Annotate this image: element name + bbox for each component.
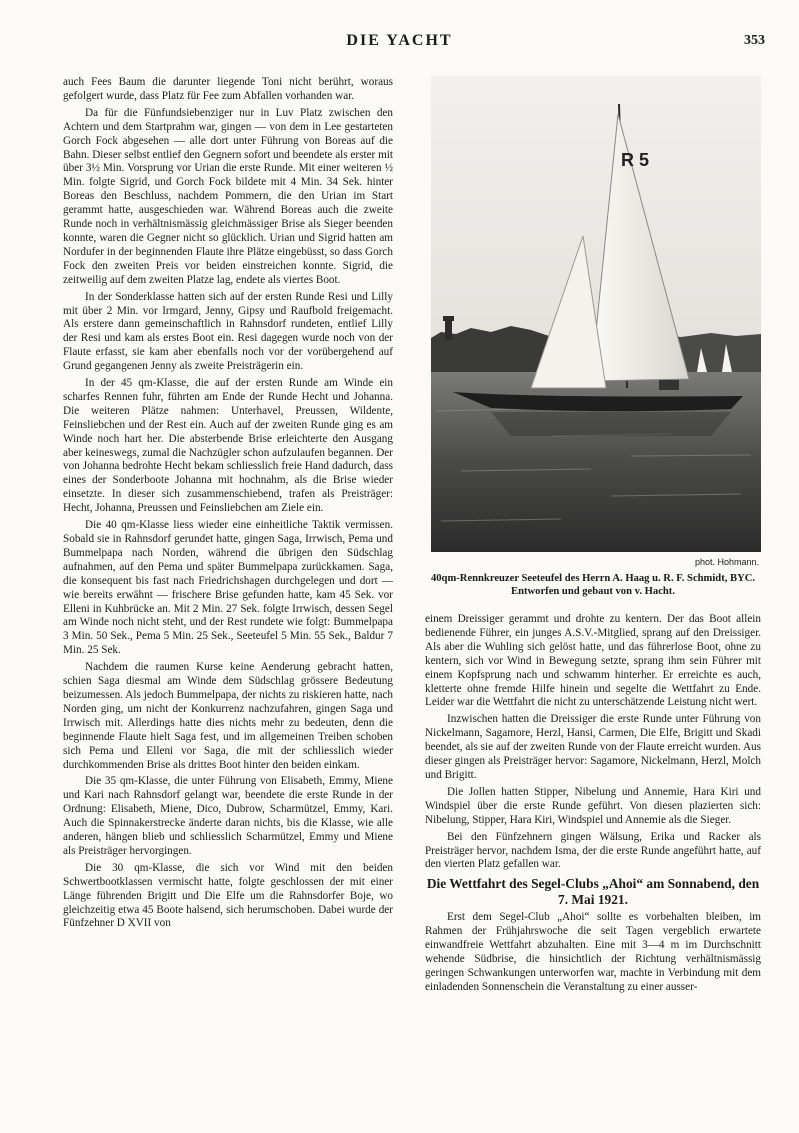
right-text-column (425, 613, 761, 998)
sail-number: R 5 (621, 150, 650, 170)
section-heading: Die Wettfahrt des Segel-Clubs „Ahoi“ am Sonnabend, den 7. Mai 1921. (426, 876, 760, 907)
paragraph: Da für die Fünfundsiebenziger nur in Luv Platz zwischen den Achtern und dem Startprahm war, gingen — von dem in Lee gestarteten Gorch Fock abgesehen — alle dort unter Führung von Boreas auf die Bahn. Dieser selbst entlief den Gegnern sofort und beendete als erster mit über 3½ Min. Vorsprung vor Urian die erste Runde. Mit einer weiteren ½ Min. folgte Sigrid, und Gorch Fock bildete mit 4 Min. 34 Sek. hinter Boreas den Beschluss, nachdem Pommern, die den Urian im Start gerammt hatte, ausgeschieden war. Während Boreas auch die zweite Runde noch in verhältnismässig gleichmässiger Brise als Sieger beenden konnte, waren die Gegner nicht so glücklich. Urian und Sigrid hatten am Nordufer in der beginnenden Flaute ihre Plätze eingebüsst, so dass Gorch Fock den zweiten Preis vor beiden einstreichen konnte. Sigrid, die zeitweilig auf dem zweiten Platze lag, endete als viertes Boot. (63, 106, 393, 286)
paragraph: Inzwischen hatten die Dreissiger die erste Runde unter Führung von Nickelmann, Sagamore, Herzl, Hansi, Carmen, Die Elfe, Brigitt und Skadi beendet, als sie auf der zweiten Runde von der Flaute erreicht wurden. Aus dieser gingen als Preisträger hervor: Sagamore, Nickelmann, Herzl, Molch und Brigitt. (425, 713, 761, 781)
paragraph: auch Fees Baum die darunter liegende Toni nicht berührt, woraus gefolgert wurde, dass Platz für Fee zum Abfallen vorhanden war. (63, 76, 393, 102)
paragraph: Die 40 qm-Klasse liess wieder eine einheitliche Taktik vermissen. Sobald sie in Rahnsdorf gerundet hatte, gingen Saga, Irrwisch, Pema und Bummelpapa nach Norden, während die übrigen den Südschlag aufnahmen, auf den Pema und später Bummelpapa zurückkamen. Saga, die konsequent bis fast nach Friedrichshagen durchgelegen und dort — wie bereits erwähnt — frischere Brise gefunden hatte, kam 45 Sek. vor Elleni in Kuhbrücke an. Mit 2 Min. 27 Sek. folgte Irrwisch, dessen Segel am Winde noch nicht steht, und der Rest rundete wie folgt: Bummelpapa 3 Min. 50 Sek., Pema 5 Min. 25 Sek., Seeteufel 5 Min. 55 Sek., Baldur 7 Min. 25 Sek. (63, 519, 393, 657)
page-number: 353 (744, 33, 765, 48)
caption-line: Entworfen und gebaut von v. Hacht. (511, 586, 675, 597)
paragraph: Die 30 qm-Klasse, die sich vor Wind mit den beiden Schwertbootklassen vermischt hatte, folgte geschlossen der mit einer Länge führenden Brigitt und Die Elfe um die Rahnsdorfer Boje, wo gleichzeitig etwa 45 Boote halsend, sich herumschoben. Dabei wurde der Fünfzehner D XVII von (63, 861, 393, 930)
paragraph: Die Jollen hatten Stipper, Nibelung und Annemie, Hara Kiri und Windspiel über die erste Runde geführt. Von diesen plazierten sich: Nibelung, Stipper, Hara Kiri, Windspiel und Annemie als die Sieger. (425, 785, 761, 826)
paragraph: In der 45 qm-Klasse, die auf der ersten Runde am Winde ein scharfes Rennen fuhr, führten am Ende der Runde Hecht und Johanna. Die weiteren Plätze nahmen: Unterhavel, Preussen, Wildente, Feinsliebchen und der Rest ein. Auch auf der zweiten Runde ging es am Winde noch hart her. Die absterbende Brise erleichterte den Ausgang aber keineswegs, zumal die Nachzügler schon aufzulaufen begannen. Der von Johanna bedrohte Hecht bekam schliesslich freie Hand dadurch, dass eines der Sonderboote Johanna mit hochnahm, als die Brise wieder einsetzte. In dieser sich zusammenschiebend, trafen als Preisträger: Hecht, Johanna, Preussen und Feinsliebchen am Ziele ein. (63, 377, 393, 515)
sailboat-image (431, 76, 761, 552)
paragraph: Erst dem Segel-Club „Ahoi“ sollte es vorbehalten bleiben, im Rahmen der Frühjahrswoche die seit Tagen vergeblich erwartete einwandfreie Wettfahrt abzuhalten. Eine mit 3—4 m im Durchschnitt wehende Südbrise, die hinsichtlich der Richtung verhältnismässig geringen Schwankungen unterworfen war, machte in Verbindung mit dem einladenden Sonnenschein die Veranstaltung zu einer ausser- (425, 911, 761, 993)
paragraph: Die 35 qm-Klasse, die unter Führung von Elisabeth, Emmy, Miene und Kari nach Rahnsdorf gelangt war, beendete die erste Runde in der Ordnung: Elisabeth, Miene, Dico, Dubrow, Scharmützel, Emmy, Kari. Auch die Spinnakerstrecke änderte daran nichts, bis die Klasse, wie alle anderen, hängen blieb und schliesslich Scharmützel, Emmy und Miene als Preisträger hervorgingen. (63, 775, 393, 857)
sailboat-photograph (431, 76, 761, 552)
photo-credit: phot. Hohmann. (694, 557, 759, 567)
caption-line: 40qm-Rennkreuzer Seeteufel des Herrn A. Haag u. R. F. Schmidt, BYC. (430, 573, 756, 584)
left-text-column (63, 76, 393, 934)
paragraph: Bei den Fünfzehnern gingen Wälsung, Erika und Racker als Preisträger hervor, nachdem Isma, der die erste Runde angeführt hatte, auf den vierten Platz gefallen war. (425, 830, 761, 871)
paragraph: einem Dreissiger gerammt und drohte zu kentern. Der das Boot allein bedienende Führer, ein junges A.S.V.-Mitglied, sprang auf den Dreissiger. Als aber die Wuhling sich gelöst hatte, und das führerlose Boot, ohne zu kentern, sich vor Wind in Bewegung setzte, sprang ihm sein Führer mit einem Kopfsprung nach und schwamm hinterher. Er erreichte es auch, kletterte ohne fremde Hilfe hinein und segelte die Wettfahrt zu Ende. Leider war die Wettfahrt die nicht zu unterschätzende Leistung nicht wert. (425, 613, 761, 709)
paragraph: Nachdem die raumen Kurse keine Aenderung gebracht hatten, schien Saga diesmal am Winde dem Südschlag grössere Bedeutung beizumessen. Als jedoch Bummelpapa, der nichts zu riskieren hatte, nach Norden ging, um nicht der Konkurrenz nachzufahren, gingen Saga und Irrwisch mit. Allerdings hatte dies nichts mehr zu bedeuten, denn die beginnende Flaute hielt Saga fest, und im allgemeinen Treiben schoben sich Pema und Elleni vor Saga, die mit der schliesslich wieder durchkommenden Brise als drittes Boot hinter den beiden einkam. (63, 661, 393, 771)
photo-caption (425, 572, 761, 598)
running-header-title: DIE YACHT (346, 32, 453, 49)
paragraph: In der Sonderklasse hatten sich auf der ersten Runde Resi und Lilly mit über 2 Min. vor Irmgard, Jenny, Gipsy und Raufbold freigemacht. Als erstere dann gemeinschaftlich in Rahnsdorf rundeten, entlief Lilly der Resi und kam als erstes Boot ein. Resi dagegen wurde noch von der Flaute erfasst, sie kam aber ebenfalls noch vor der vorübergehend auf Grund gegangenen Jenny als zweite Preisträgerin ein. (63, 290, 393, 373)
